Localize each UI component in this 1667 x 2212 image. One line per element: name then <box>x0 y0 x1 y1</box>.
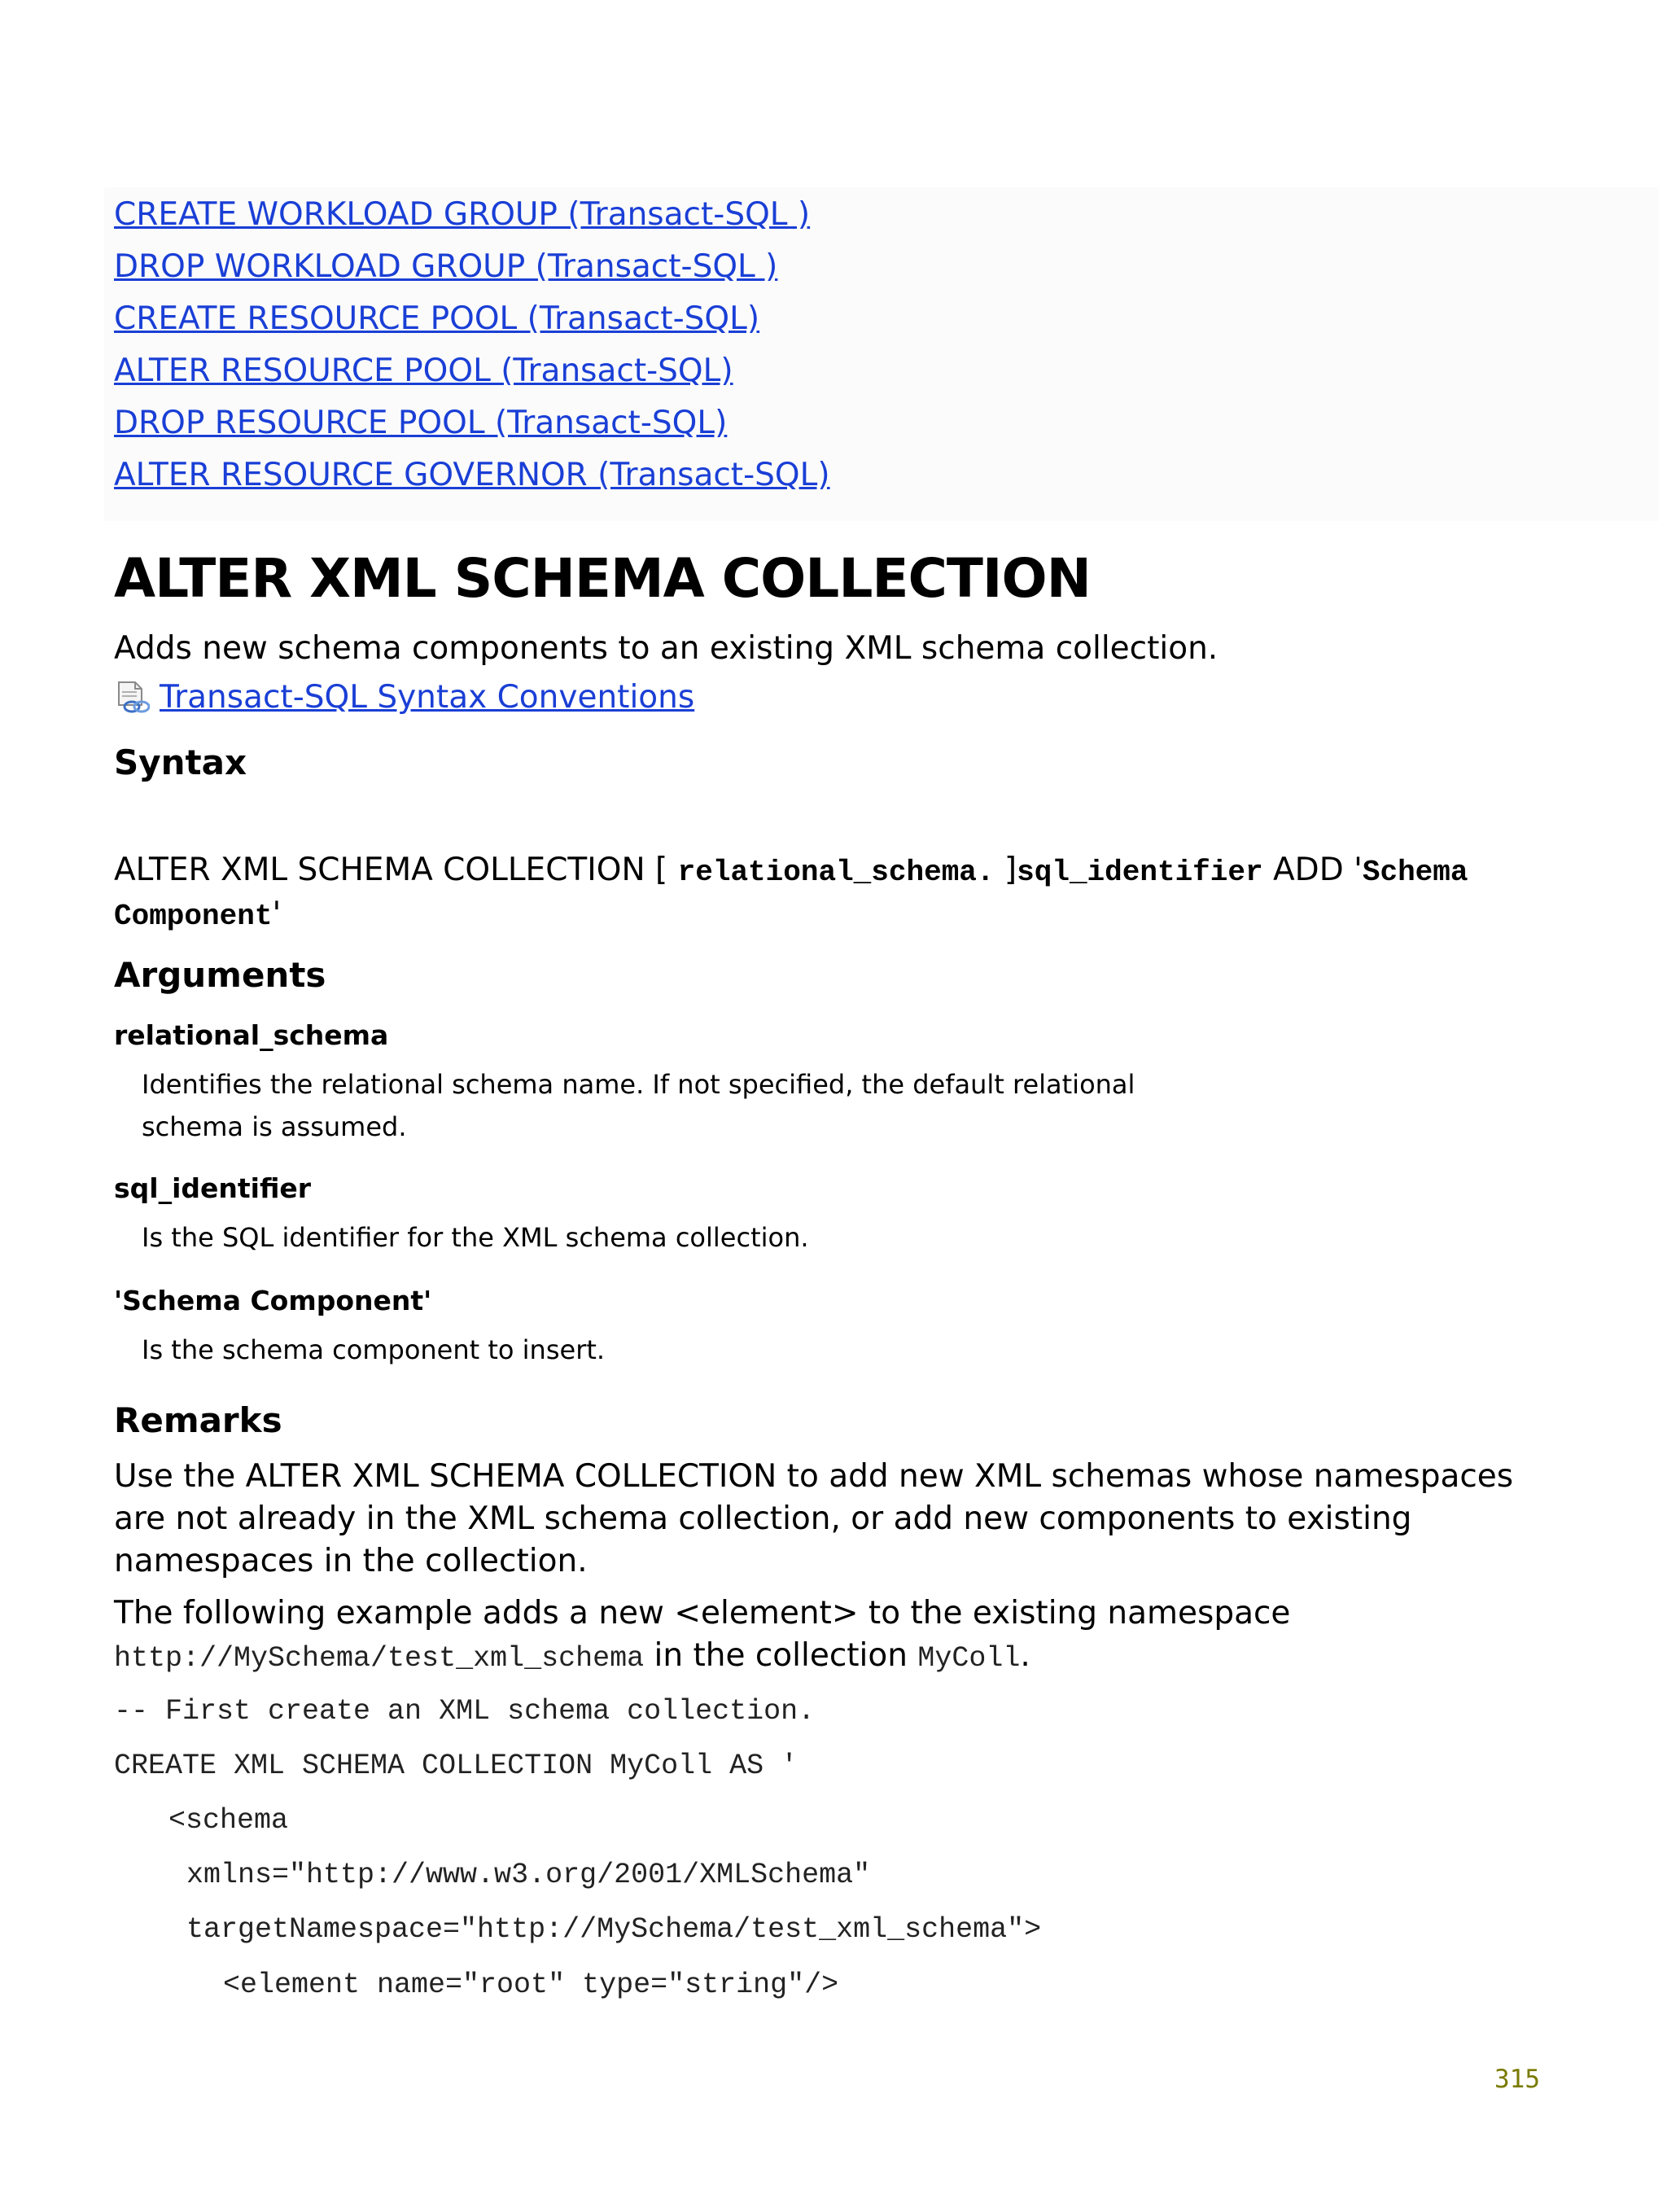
link-create-workload-group[interactable]: CREATE WORKLOAD GROUP (Transact-SQL ) <box>114 196 811 233</box>
page-number: 315 <box>1494 2065 1540 2094</box>
remarks-paragraph: Use the ALTER XML SCHEMA COLLECTION to add new XML schemas whose namespaces are not already in the XML schema collection, or add new components to existing namespaces in the collection. <box>114 1458 1514 1579</box>
syntax-statement <box>114 852 1468 889</box>
syntax-statement-cont <box>114 896 281 933</box>
syntax-conventions-row <box>114 679 694 716</box>
page-title: ALTER XML SCHEMA COLLECTION <box>114 547 1091 610</box>
link-topic-icon <box>114 681 150 715</box>
code-line: <schema <box>168 1804 289 1837</box>
code-line: xmlns="http://www.w3.org/2001/XMLSchema" <box>186 1859 871 1891</box>
namespace-code: http://MySchema/test_xml_schema <box>114 1642 645 1675</box>
page-description: Adds new schema components to an existing XML schema collection. <box>114 630 1219 667</box>
argument-description: Identifies the relational schema name. If not specified, the default relational schema is assumed. <box>142 1069 1135 1142</box>
argument-description: Is the schema component to insert. <box>142 1334 606 1365</box>
link-alter-resource-pool[interactable]: ALTER RESOURCE POOL (Transact-SQL) <box>114 353 733 389</box>
remarks-example-text: The following example adds a new <element> to the existing namespace <box>114 1595 1291 1632</box>
related-topics-list <box>114 189 830 502</box>
link-drop-resource-pool[interactable]: DROP RESOURCE POOL (Transact-SQL) <box>114 405 728 441</box>
link-alter-resource-governor[interactable]: ALTER RESOURCE GOVERNOR (Transact-SQL) <box>114 457 830 493</box>
syntax-heading: Syntax <box>114 742 247 782</box>
code-line: <element name="root" type="string"/> <box>223 1969 839 2001</box>
link-create-resource-pool[interactable]: CREATE RESOURCE POOL (Transact-SQL) <box>114 300 760 337</box>
argument-name: sql_identifier <box>114 1172 312 1204</box>
remarks-example-period: . <box>1020 1637 1030 1674</box>
code-line: targetNamespace="http://MySchema/test_xml_schema"> <box>186 1913 1042 1946</box>
syntax-relational-schema: relational_schema. <box>677 856 995 889</box>
remarks-heading: Remarks <box>114 1400 282 1440</box>
argument-name: relational_schema <box>114 1019 389 1051</box>
syntax-bracket: ] <box>994 852 1017 888</box>
remarks-example-detail <box>114 1635 1563 1680</box>
code-line: -- First create an XML schema collection. <box>114 1695 816 1728</box>
collection-code: MyColl <box>917 1642 1021 1675</box>
link-drop-workload-group[interactable]: DROP WORKLOAD GROUP (Transact-SQL ) <box>114 248 778 285</box>
syntax-conventions-link[interactable]: Transact-SQL Syntax Conventions <box>160 679 695 716</box>
syntax-quote: ' <box>272 896 282 932</box>
remarks-example-intro <box>114 1592 1563 1680</box>
remarks-example-joiner: in the collection <box>644 1637 918 1674</box>
syntax-keyword-text: ALTER XML SCHEMA COLLECTION [ <box>114 852 678 888</box>
syntax-sql-identifier: sql_identifier <box>1017 856 1263 889</box>
syntax-schema-word: Schema <box>1362 856 1468 889</box>
argument-name: 'Schema Component' <box>114 1285 432 1316</box>
syntax-component-word: Component <box>114 900 273 933</box>
syntax-add-keyword: ADD ' <box>1262 852 1363 888</box>
code-line: CREATE XML SCHEMA COLLECTION MyColl AS ' <box>114 1750 798 1782</box>
argument-description: Is the SQL identifier for the XML schema collection. <box>142 1222 809 1253</box>
arguments-heading: Arguments <box>114 955 326 995</box>
